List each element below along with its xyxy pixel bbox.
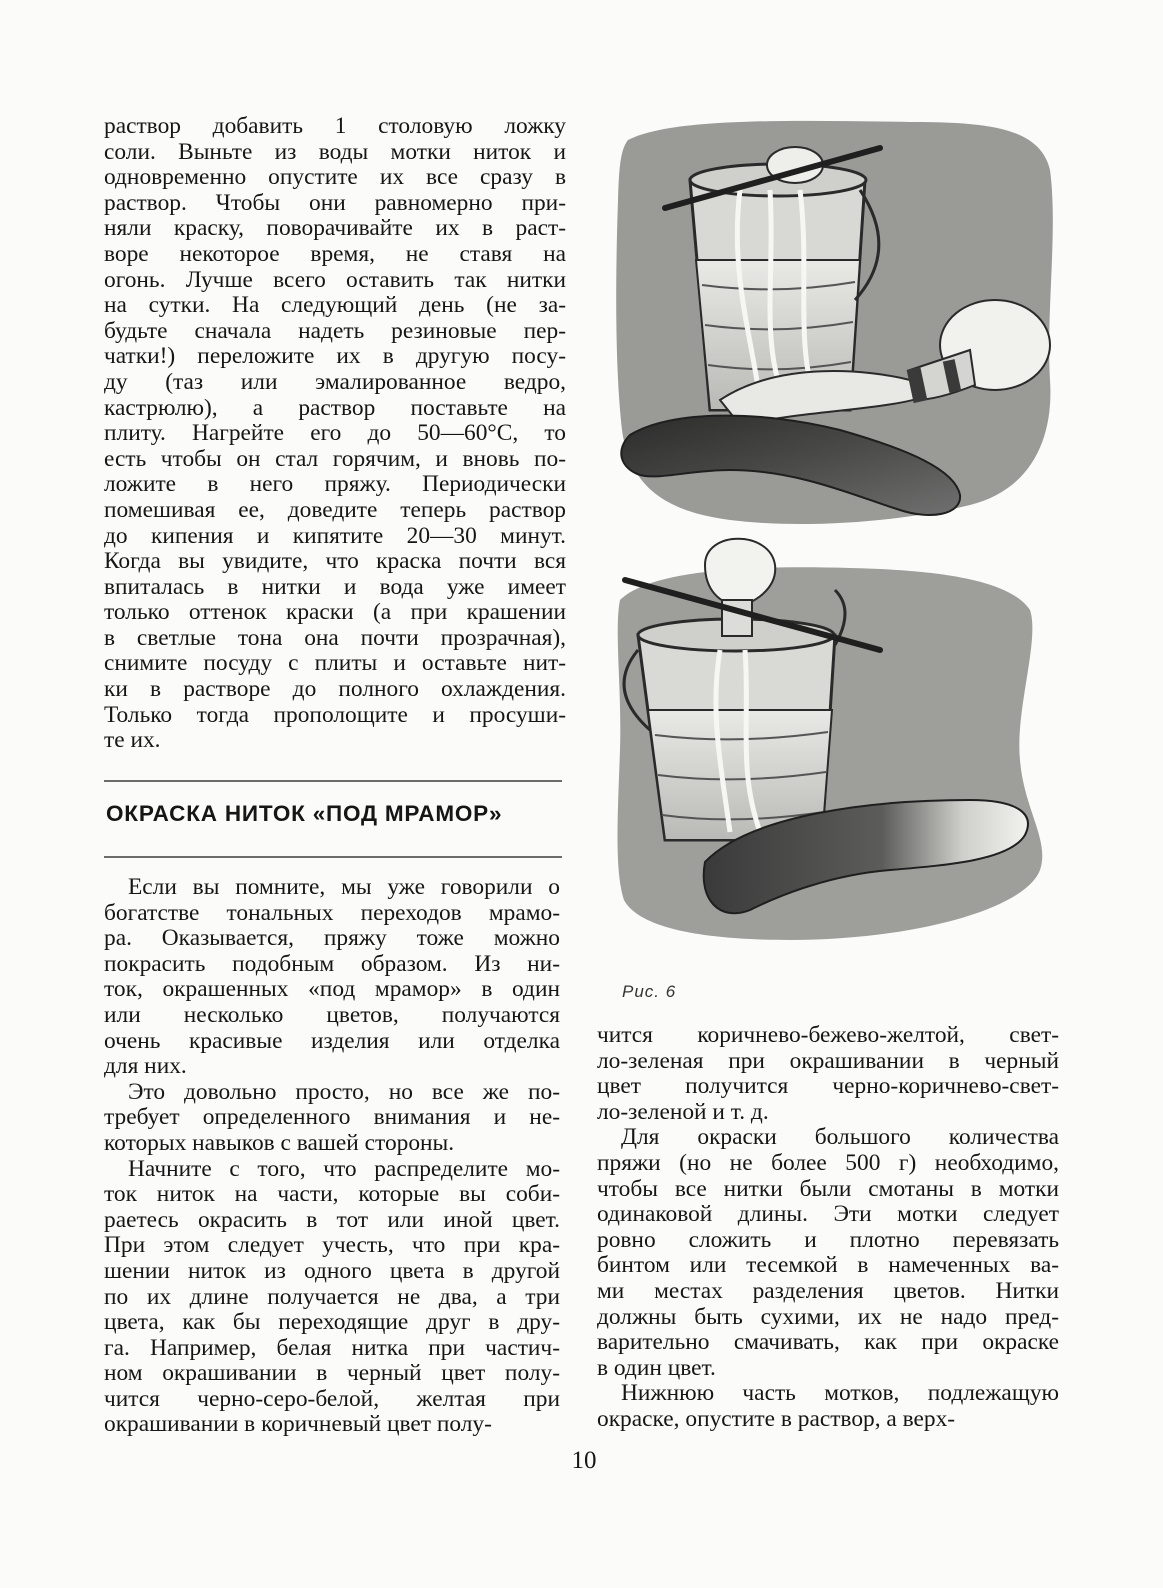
text-line: которых навыков с вашей стороны. — [104, 1129, 455, 1156]
text-line: богатстве тональных переходов мрамо- — [104, 899, 560, 926]
text-line: или несколько цветов, получаются — [104, 1001, 560, 1028]
text-line: ду (таз или эмалированное ведро, — [104, 368, 566, 395]
heading-rule-bottom — [104, 856, 562, 858]
text-line: ровно сложить и плотно перевязать — [597, 1226, 1059, 1253]
text-line: бинтом или тесемкой в намеченных ва- — [597, 1252, 1059, 1279]
right-column-text — [597, 1023, 1059, 1433]
text-line: чится черно-серо-белой, желтая при — [104, 1385, 560, 1412]
text-line: будьте сначала надеть резиновые пер- — [104, 317, 566, 344]
text-line: для них. — [104, 1053, 187, 1080]
text-line: требует определенного внимания и не- — [104, 1104, 560, 1131]
text-line: очень красивые изделия или отделка — [104, 1027, 560, 1054]
text-line: до кипения и кипятите 20—30 минут. — [104, 522, 566, 549]
text-line: окрашивании в коричневый цвет полу- — [104, 1411, 492, 1438]
text-line: покрасить подобным образом. Из ни- — [104, 950, 560, 977]
heading-rule-top — [104, 780, 562, 782]
text-line: есть чтобы он стал горячим, и вновь по- — [104, 445, 566, 472]
paragraph — [597, 1381, 1059, 1432]
text-line: на сутки. На следующий день (не за- — [104, 292, 566, 319]
paragraph — [597, 1125, 1059, 1381]
text-line: Когда вы увидите, что краска почти вся — [104, 548, 566, 575]
top-scene — [616, 121, 1053, 524]
text-line: раствор добавить 1 столовую ложку — [104, 113, 566, 139]
text-line: помешивая ее, доведите теперь раствор — [104, 496, 566, 523]
text-line: ном окрашивании в черный цвет полу- — [104, 1360, 560, 1387]
text-line: чится коричнево-бежево-желтой, свет- — [597, 1022, 1059, 1048]
text-line: кастрюлю), а раствор поставьте на — [104, 394, 566, 421]
text-line: Нижнюю часть мотков, подлежащую — [621, 1380, 1059, 1407]
text-line: воре некоторое время, не ставя на — [104, 240, 566, 267]
text-line: пряжи (но не более 500 г) необходимо, — [597, 1149, 1059, 1176]
text-line: Для окраски большого количества — [621, 1124, 1059, 1151]
text-line: га. Например, белая нитка при частич- — [104, 1334, 560, 1361]
text-line: раетесь окрасить в тот или иной цвет. — [104, 1206, 560, 1233]
paragraph — [104, 1080, 560, 1157]
text-line: Только тогда прополощите и просуши- — [104, 701, 566, 728]
text-line: по их длине получается не два, а три — [104, 1283, 560, 1310]
text-line: впиталась в нитки и вода уже имеет — [104, 573, 566, 600]
text-line: варительно смачивать, как при окраске — [597, 1329, 1059, 1356]
text-line: чатки!) переложите их в другую посу- — [104, 343, 566, 370]
text-line: ток ниток на части, которые вы соби- — [104, 1181, 560, 1208]
text-line: Если вы помните, мы уже говорили о — [128, 874, 560, 900]
text-line: Это довольно просто, но все же по- — [128, 1078, 560, 1105]
paragraph — [104, 1157, 560, 1439]
text-line: в один цвет. — [597, 1354, 716, 1381]
left-column-bottom-text — [104, 875, 560, 1438]
text-line: При этом следует учесть, что при кра- — [104, 1232, 560, 1259]
text-line: окраске, опустите в раствор, а верх- — [597, 1405, 956, 1432]
text-line: няли краску, поворачивайте их в раст- — [104, 215, 566, 242]
text-line: шении ниток из одного цвета в другой — [104, 1257, 560, 1284]
text-line: ра. Оказывается, пряжу тоже можно — [104, 925, 560, 952]
text-line: плиту. Нагрейте его до 50—60°С, то — [104, 420, 566, 447]
text-line: соли. Выньте из воды мотки ниток и — [104, 138, 566, 165]
text-line: ложите в него пряжу. Периодически — [104, 471, 566, 498]
text-line: ми местах разделения цветов. Нитки — [597, 1277, 1059, 1304]
text-line: чтобы все нитки были смотаны в мотки — [597, 1175, 1059, 1202]
text-line: огонь. Лучше всего оставить так нитки — [104, 266, 566, 293]
page-number: 10 — [571, 1447, 597, 1474]
text-line: в светлые тона она почти прозрачная), — [104, 624, 566, 651]
text-line: раствор. Чтобы они равномерно при- — [104, 189, 566, 216]
text-line: снимите посуду с плиты и оставьте нит- — [104, 650, 566, 677]
text-line: одинаковой длины. Эти мотки следует — [597, 1201, 1059, 1228]
text-line: одновременно опустите их все сразу в — [104, 164, 566, 191]
text-line: цвет получится черно-коричнево-свет- — [597, 1073, 1059, 1100]
text-line: цвета, как бы переходящие друг в дру- — [104, 1309, 560, 1336]
yarn-dyeing-illustration — [610, 110, 1060, 970]
text-line: должны быть сухими, их не надо пред- — [597, 1303, 1059, 1330]
bottom-scene — [618, 539, 1043, 940]
text-line: те их. — [104, 727, 161, 754]
text-line: ло-зеленая при окрашивании в черный — [597, 1047, 1059, 1074]
text-line: ток, окрашенных «под мрамор» в один — [104, 976, 560, 1003]
figure-caption: Рис. 6 — [622, 982, 677, 1001]
text-line: ки в растворе до полного охлаждения. — [104, 676, 566, 703]
text-line: Начните с того, что распределите мо- — [128, 1155, 560, 1182]
section-heading: ОКРАСКА НИТОК «ПОД МРАМОР» — [106, 801, 503, 826]
paragraph — [104, 875, 560, 1080]
text-line: ло-зеленой и т. д. — [597, 1098, 769, 1125]
paragraph — [597, 1023, 1059, 1125]
text-line: только оттенок краски (а при крашении — [104, 599, 566, 626]
left-column-top-text — [104, 114, 566, 754]
